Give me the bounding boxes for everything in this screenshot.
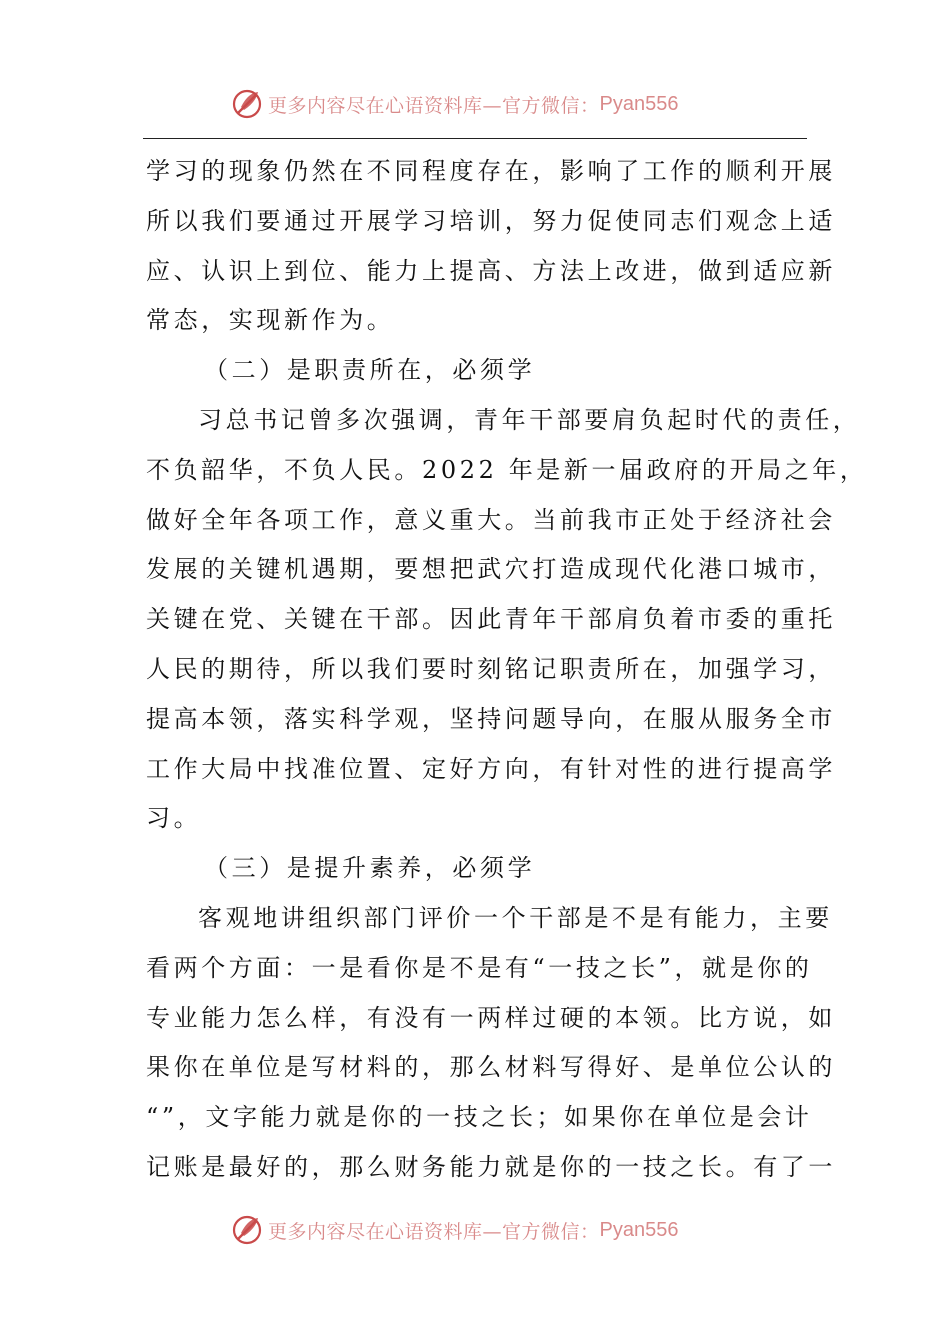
watermark-text: 更多内容尽在心语资料库—官方微信： — [268, 94, 600, 117]
text-line: 习。 — [146, 804, 202, 833]
text-line: 发展的关键机遇期，要想把武穴打造成现代化港口城市， — [146, 555, 836, 584]
text-line: 专业能力怎么样，有没有一两样过硬的本领。比方说，如 — [146, 1003, 836, 1032]
text-line: “”，文字能力就是你的一技之长；如果你在单位是会计 — [146, 1103, 813, 1132]
header-watermark — [230, 84, 678, 124]
section-heading-3: （三）是提升素养，必须学 — [204, 854, 536, 883]
text-line: 不负韶华，不负人民。2022 年是新一届政府的开局之年， — [146, 455, 868, 484]
section-heading-2: （二）是职责所在，必须学 — [204, 356, 536, 385]
text-line: 关键在党、关键在干部。因此青年干部肩负着市委的重托 — [146, 605, 836, 634]
watermark-wechat-id: Pyan556 — [599, 1218, 679, 1241]
header-divider — [143, 138, 807, 139]
watermark-wechat-id: Pyan556 — [599, 92, 679, 115]
text-line: 工作大局中找准位置、定好方向，有针对性的进行提高学 — [146, 754, 836, 783]
footer-watermark — [230, 1210, 678, 1250]
watermark-text: 更多内容尽在心语资料库—官方微信： — [268, 1220, 600, 1243]
text-line: 常态，实现新作为。 — [146, 306, 395, 335]
document-body — [146, 147, 868, 1193]
text-line: 人民的期待，所以我们要时刻铭记职责所在，加强学习， — [146, 654, 836, 683]
text-line: 所以我们要通过开展学习培训，努力促使同志们观念上适 — [146, 206, 836, 235]
text-line: 记账是最好的，那么财务能力就是你的一技之长。有了一 — [146, 1152, 836, 1181]
text-line: 果你在单位是写材料的，那么材料写得好、是单位公认的 — [146, 1053, 836, 1082]
text-line: 做好全年各项工作，意义重大。当前我市正处于经济社会 — [146, 505, 836, 534]
text-line: 看两个方面：一是看你是不是有“一技之长”，就是你的 — [146, 953, 813, 982]
text-line: 习总书记曾多次强调，青年干部要肩负起时代的责任， — [198, 405, 861, 434]
text-line: 学习的现象仍然在不同程度存在，影响了工作的顺利开展 — [146, 157, 836, 185]
quill-logo-icon — [230, 1213, 264, 1247]
text-line: 应、认识上到位、能力上提高、方法上改进，做到适应新 — [146, 256, 836, 285]
text-line: 提高本领，落实科学观，坚持问题导向，在服从服务全市 — [146, 704, 836, 733]
quill-logo-icon — [230, 87, 264, 121]
text-line: 客观地讲组织部门评价一个干部是不是有能力，主要 — [198, 903, 833, 932]
